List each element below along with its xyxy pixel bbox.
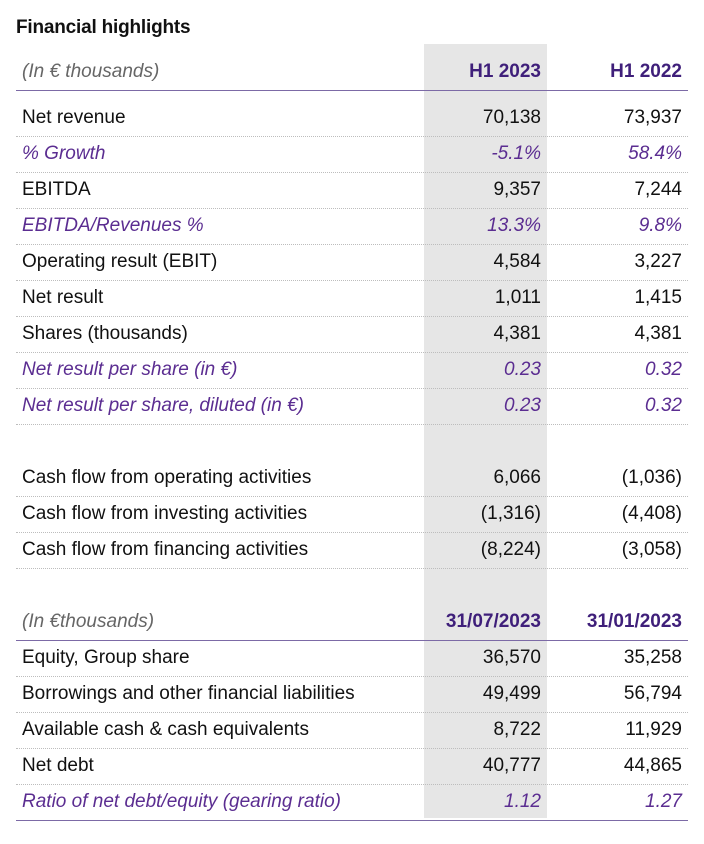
row-value-current: 1.12 [504, 791, 541, 812]
row-value-prior: 7,244 [634, 179, 682, 200]
row-value-prior: 9.8% [638, 215, 682, 236]
row-value-prior: (4,408) [621, 503, 682, 524]
row-value-prior: 0.32 [645, 359, 682, 380]
row-value-prior: 1,415 [634, 287, 682, 308]
table-row [16, 532, 688, 569]
table-row [16, 280, 688, 317]
row-label: Ratio of net debt/equity (gearing ratio) [22, 791, 341, 812]
row-label: Net result per share (in €) [22, 359, 238, 380]
table-row [16, 244, 688, 281]
table-header-row [16, 604, 688, 641]
row-value-current: 0.23 [504, 359, 541, 380]
row-value-prior: (3,058) [621, 539, 682, 560]
row-label: EBITDA [22, 179, 91, 200]
column-header: 31/01/2023 [586, 611, 682, 632]
table-row [16, 352, 688, 389]
row-value-current: 4,584 [493, 251, 541, 272]
row-value-current: (8,224) [480, 539, 541, 560]
row-value-prior: 4,381 [634, 323, 682, 344]
row-label: Net result [22, 287, 104, 308]
row-value-current: 40,777 [482, 755, 541, 776]
table-row [16, 136, 688, 173]
row-label: Cash flow from investing activities [22, 503, 308, 524]
row-label: Equity, Group share [22, 647, 190, 668]
row-value-current: 36,570 [482, 647, 541, 668]
table-row [16, 208, 688, 245]
row-value-prior: 3,227 [634, 251, 682, 272]
row-value-prior: 73,937 [623, 107, 682, 128]
row-label: Cash flow from operating activities [22, 467, 312, 488]
row-label: Shares (thousands) [22, 323, 188, 344]
row-value-current: 6,066 [493, 467, 541, 488]
table-header-row [16, 54, 688, 91]
row-value-prior: 1.27 [645, 791, 682, 812]
table-row [16, 676, 688, 713]
row-value-current: 70,138 [482, 107, 541, 128]
row-label: EBITDA/Revenues % [22, 215, 204, 236]
row-label: Borrowings and other financial liabilities [22, 683, 355, 704]
row-value-current: (1,316) [480, 503, 541, 524]
row-value-prior: 11,929 [625, 719, 682, 740]
row-value-current: 49,499 [482, 683, 541, 704]
table-row [16, 640, 688, 677]
row-value-current: 0.23 [504, 395, 541, 416]
row-value-current: 4,381 [493, 323, 541, 344]
row-value-prior: 56,794 [623, 683, 682, 704]
row-value-current: -5.1% [491, 143, 541, 164]
row-value-current: 13.3% [487, 215, 541, 236]
row-value-current: 9,357 [493, 179, 541, 200]
row-value-current: 1,011 [494, 287, 541, 308]
row-value-prior: 44,865 [623, 755, 682, 776]
row-label: % Growth [22, 143, 106, 164]
table-row [16, 784, 688, 821]
table-row [16, 388, 688, 425]
page-title: Financial highlights [16, 17, 191, 38]
table-row [16, 496, 688, 533]
row-label: Operating result (EBIT) [22, 251, 218, 272]
row-label: Net revenue [22, 107, 126, 128]
row-label: Cash flow from financing activities [22, 539, 309, 560]
row-label: Available cash & cash equivalents [22, 719, 309, 740]
table-row [16, 172, 688, 209]
table-row [16, 748, 688, 785]
row-value-prior: (1,036) [621, 467, 682, 488]
row-label: Net result per share, diluted (in €) [22, 395, 304, 416]
row-label: Net debt [22, 755, 94, 776]
unit-label: (In €thousands) [22, 611, 155, 632]
row-value-prior: 35,258 [623, 647, 682, 668]
row-value-prior: 58.4% [628, 143, 682, 164]
unit-label: (In € thousands) [22, 61, 160, 82]
table-row [16, 316, 688, 353]
column-header: H1 2022 [610, 61, 682, 82]
column-header: 31/07/2023 [445, 611, 541, 632]
table-row [16, 100, 688, 137]
table-row [16, 460, 688, 497]
table-row [16, 712, 688, 749]
row-value-prior: 0.32 [645, 395, 682, 416]
row-value-current: 8,722 [493, 719, 541, 740]
column-header: H1 2023 [469, 61, 541, 82]
